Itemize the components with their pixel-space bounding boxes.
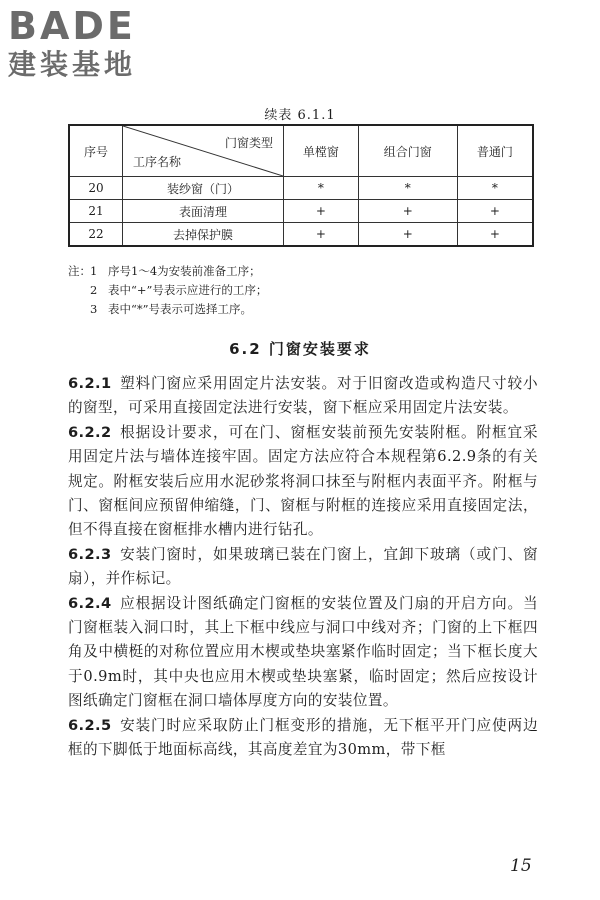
row-process: 表面清理 <box>123 200 284 223</box>
header-col-2: 组合门窗 <box>358 125 457 177</box>
row-value: * <box>358 177 457 200</box>
header-diagonal-cell <box>123 125 284 177</box>
table-header-row <box>69 125 533 177</box>
row-value: + <box>284 200 359 223</box>
row-value: * <box>457 177 533 200</box>
row-value: * <box>284 177 359 200</box>
clause <box>68 372 538 421</box>
clause-number: 6.2.5 <box>68 716 112 734</box>
table-row <box>69 200 533 223</box>
page-number: 15 <box>510 856 532 876</box>
clause <box>68 543 538 592</box>
row-value: + <box>284 223 359 247</box>
clause-text: 安装门时应采取防止门框变形的措施，无下框平开门应使两边框的下脚低于地面标高线，其高度差宜为30mm，带下框 <box>68 716 538 759</box>
clause-number: 6.2.2 <box>68 423 112 441</box>
note-item <box>68 262 267 281</box>
row-value: + <box>358 223 457 247</box>
note-text: 序号1～4为安装前准备工序； <box>108 264 261 278</box>
note-number: 2 <box>90 283 98 297</box>
table-caption: 续表 6.1.1 <box>264 108 336 123</box>
clause-number: 6.2.4 <box>68 594 112 612</box>
table-row <box>69 223 533 247</box>
row-seq: 22 <box>69 223 123 247</box>
row-value: + <box>457 200 533 223</box>
clause-text: 安装门窗时，如果玻璃已装在门窗上，宜卸下玻璃（或门、窗扇），并作标记。 <box>68 545 538 588</box>
row-value: + <box>457 223 533 247</box>
process-table <box>68 124 534 247</box>
table-notes <box>68 262 267 319</box>
header-door-window-type: 门窗类型 <box>224 136 273 150</box>
logo-chinese: 建装基地 <box>8 48 137 81</box>
clause-number: 6.2.3 <box>68 545 112 563</box>
note-item <box>68 300 267 319</box>
clause-text: 根据设计要求，可在门、窗框安装前预先安装附框。附框宜采用固定片法与墙体连接牢固。固定方法应符合本规程第6.2.9条的有关规定。附框安装后应用水泥砂浆将洞口抹至与附框内表面平齐。附框与门、窗框间应预留伸缩缝，门、窗框与附框的连接应采用直接固定法，但不得直接在窗框排水槽内进行钻孔。 <box>68 423 538 539</box>
row-process: 去掉保护膜 <box>123 223 284 247</box>
row-process: 装纱窗（门） <box>123 177 284 200</box>
clause <box>68 592 538 714</box>
header-col-3: 普通门 <box>457 125 533 177</box>
table-row <box>69 177 533 200</box>
section-title: 6.2 门窗安装要求 <box>229 340 371 358</box>
clause-number: 6.2.1 <box>68 375 112 392</box>
row-value: + <box>358 200 457 223</box>
header-process-name: 工序名称 <box>133 155 182 169</box>
note-item <box>68 281 267 300</box>
clause <box>68 714 538 763</box>
clause-text: 塑料门窗应采用固定片法安装。对于旧窗改造或构造尺寸较小的窗型，可采用直接固定法进行安装，窗下框应采用固定片法安装。 <box>68 375 538 417</box>
note-number: 3 <box>90 302 98 316</box>
note-text: 表中“*”号表示可选择工序。 <box>108 302 253 316</box>
note-text: 表中“+”号表示应进行的工序； <box>108 283 268 297</box>
logo-english: BADE <box>8 4 136 48</box>
clause <box>68 421 538 543</box>
header-col-1: 单樘窗 <box>284 125 359 177</box>
row-seq: 20 <box>69 177 123 200</box>
logo <box>8 6 136 82</box>
header-seq: 序号 <box>69 125 123 177</box>
row-seq: 21 <box>69 200 123 223</box>
clause-text: 应根据设计图纸确定门窗框的安装位置及门扇的开启方向。当门窗框装入洞口时，其上下框中线应与洞口中线对齐；门窗的上下框四角及中横梃的对称位置应用木楔或垫块塞紧作临时固定；当下框长度大于0.9m时，其中央也应用木楔或垫块塞紧，临时固定；然后应按设计图纸确定门窗框在洞口墙体厚度方向的安装位置。 <box>68 594 538 710</box>
note-number: 1 <box>90 264 98 278</box>
notes-label: 注： <box>68 264 91 278</box>
clauses-body <box>68 372 538 763</box>
